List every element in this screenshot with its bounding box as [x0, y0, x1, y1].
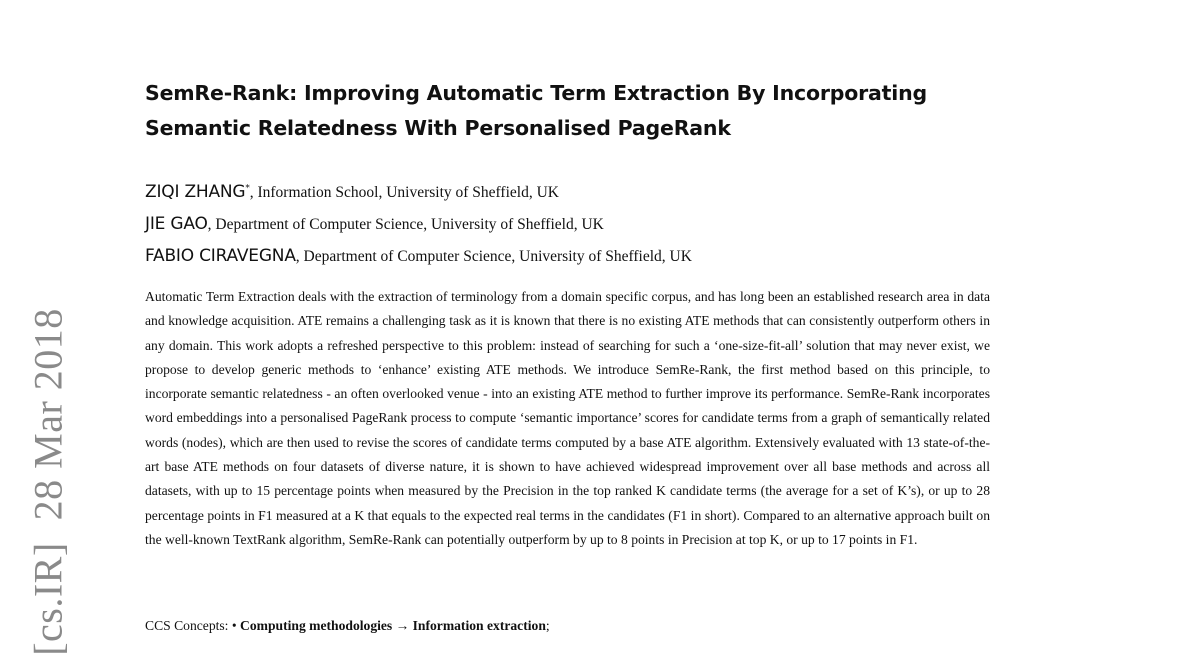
arxiv-date: 28 Mar 2018 — [25, 308, 71, 521]
paper-title-line-1: SemRe-Rank: Improving Automatic Term Extraction By Incorporating — [145, 81, 927, 105]
ccs-label: CCS Concepts: — [145, 618, 232, 633]
arxiv-category: [cs.IR] — [25, 542, 71, 656]
author-affiliation: , Department of Computer Science, University of Sheffield, UK — [207, 216, 604, 233]
author-name: JIE GAO — [145, 214, 208, 234]
author-name: FABIO CIRAVEGNA — [145, 246, 296, 266]
author-affiliation: , Department of Computer Science, University of Sheffield, UK — [295, 248, 692, 265]
author-entry — [145, 240, 990, 272]
paper-title — [145, 76, 990, 146]
abstract-text: Automatic Term Extraction deals with the extraction of terminology from a domain specific corpus, and has long been an established research area in data and knowledge acquisition. ATE remains a challenging task as it is known that there is no existing ATE methods that can consistently outperform others in any domain. This work adopts a refreshed perspective to this problem: instead of searching for such a ‘one-size-fit-all’ solution that may never exist, we propose to develop generic methods to ‘enhance’ existing ATE methods. We introduce SemRe-Rank, the first method based on this principle, to incorporate semantic relatedness - an often overlooked venue - into an existing ATE method to further improve its performance. SemRe-Rank incorporates word embeddings into a personalised PageRank process to compute ‘semantic importance’ scores for candidate terms from a graph of semantically related words (nodes), which are then used to revise the scores of candidate terms computed by a base ATE algorithm. Extensively evaluated with 13 state-of-the-art base ATE methods on four datasets of diverse nature, it is shown to have achieved widespread improvement over all base methods and across all datasets, with up to 15 percentage points when measured by the Precision in the top ranked K candidate terms (the average for a set of K’s), or up to 28 percentage points in F1 measured at a K that equals to the expected real terms in the candidates (F1 in short). Compared to an alternative approach built on the well-known TextRank algorithm, SemRe-Rank can potentially outperform by up to 8 points in Precision at top K, or up to 17 points in F1. — [145, 289, 990, 547]
paper-title-line-2: Semantic Relatedness With Personalised PageRank — [145, 116, 731, 140]
author-affiliation: , Information School, University of Sheffield, UK — [249, 184, 559, 201]
ccs-bullet: • — [231, 618, 241, 633]
author-entry — [145, 208, 990, 240]
ccs-concepts — [145, 614, 990, 638]
author-entry — [145, 176, 990, 208]
ccs-suffix: ; — [545, 618, 550, 633]
author-list — [145, 176, 990, 272]
arxiv-stamp — [25, 308, 72, 656]
ccs-concept: Computing methodologies → Information extraction — [240, 618, 546, 633]
author-footnote-marker: * — [245, 183, 250, 194]
author-name: ZIQI ZHANG* — [145, 182, 250, 202]
